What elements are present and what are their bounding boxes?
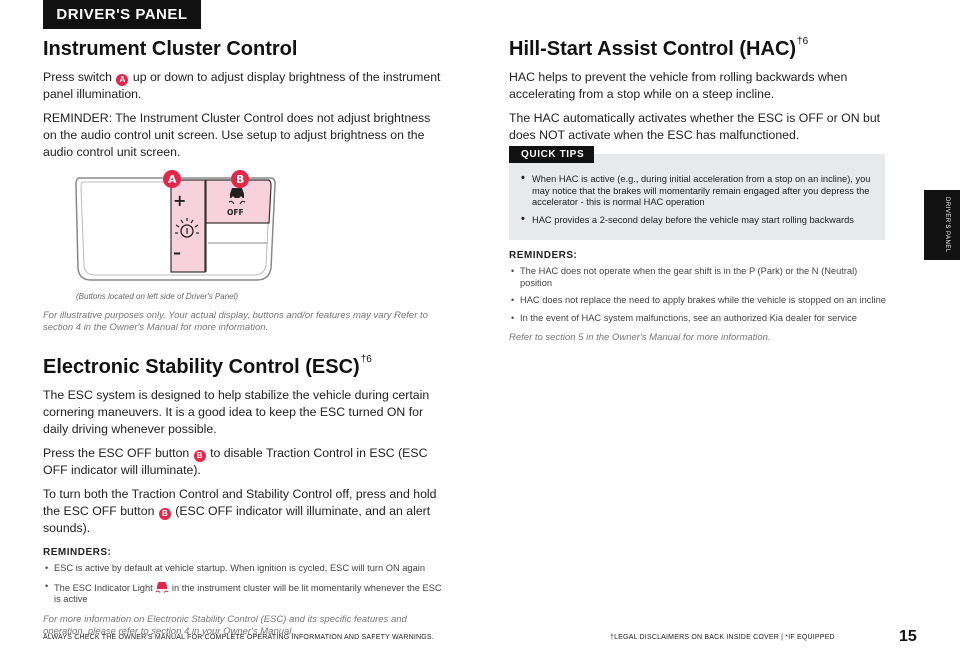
footer-warning: ALWAYS CHECK THE OWNER'S MANUAL FOR COMPLETE OPERATING INFORMATION AND SAFETY WARNINGS.: [43, 634, 434, 641]
section-tab: DRIVER'S PANEL: [43, 0, 201, 29]
hac-paragraph-1: HAC helps to prevent the vehicle from rolling backwards when accelerating from a stop while on a steep incline.: [509, 70, 848, 101]
esc-off-label: OFF: [227, 208, 244, 217]
footer-disclaimer: †LEGAL DISCLAIMERS ON BACK INSIDE COVER | *IF EQUIPPED: [610, 634, 835, 641]
esc-paragraph-2: Press the ESC OFF button B to disable Traction Control in ESC (ESC OFF indicator will illuminate).: [43, 446, 428, 477]
side-section-tab[interactable]: DRIVER'S PANEL: [924, 190, 960, 260]
esc-note: For more information on Electronic Stability Control (ESC) and its specific features and operation, please refer to section 4 in your Owner's Manual.: [43, 613, 407, 637]
hac-reminders-title: REMINDERS:: [509, 250, 578, 261]
list-item: • In the event of HAC system malfunctions, see an authorized Kia dealer for service: [509, 313, 889, 325]
page-number: 15: [899, 628, 917, 645]
list-item: • HAC does not replace the need to apply brakes while the vehicle is stopped on an incline: [509, 295, 889, 307]
badge-b: B: [159, 508, 171, 520]
quick-tips-label: QUICK TIPS: [509, 146, 594, 163]
right-column: [509, 38, 889, 344]
list-item: • HAC provides a 2-second delay before the vehicle may start rolling backwards: [521, 215, 875, 227]
label-b-text: B: [236, 173, 245, 186]
esc-title: Electronic Stability Control (ESC)$^{\dagger 6}$: [43, 354, 372, 378]
hac-paragraph-2: The HAC automatically activates whether the ESC is OFF or ON but does NOT activate when the ESC has malfunctioned.: [509, 111, 881, 142]
list-item: • When HAC is active (e.g., during initial acceleration from a stop on an incline), you may notice that the brakes will momentarily remain engaged after you depress the accelerator - this is normal HAC operation: [521, 174, 875, 209]
plus-glyph: +: [173, 191, 187, 210]
instrument-title: Instrument Cluster Control: [43, 38, 298, 60]
instrument-paragraph-2: REMINDER: The Instrument Cluster Control does not adjust brightness on the audio control unit screen. Use setup to adjust brightness on the audio control unit screen.: [43, 111, 431, 159]
list-item: • The HAC does not operate when the gear shift is in the P (Park) or the N (Neutral) position: [509, 266, 889, 289]
esc-paragraph-1: The ESC system is designed to help stabilize the vehicle during certain cornering maneuvers. It is a good idea to keep the ESC turned ON for daily driving whenever possible.: [43, 388, 430, 436]
switch-illustration: [43, 168, 443, 308]
esc-paragraph-3: To turn both the Traction Control and Stability Control off, press and hold the ESC OFF button B (ESC OFF indicator will illuminate, and an alert sounds).: [43, 487, 437, 535]
esc-reminders-title: REMINDERS:: [43, 547, 112, 558]
hac-title: Hill-Start Assist Control (HAC)$^{\dagger 6}$: [509, 36, 809, 60]
illustration-caption: (Buttons located on left side of Driver's Panel): [76, 292, 239, 301]
left-column: [43, 38, 443, 638]
badge-b: B: [194, 450, 206, 462]
label-a-text: A: [168, 173, 177, 186]
hac-reminders-list: [509, 266, 889, 324]
badge-a: A: [116, 74, 128, 86]
esc-reminders-list: [43, 563, 443, 606]
list-item: • ESC is active by default at vehicle startup. When ignition is cycled, ESC will turn ON again: [43, 563, 443, 575]
minus-glyph: –: [173, 243, 181, 262]
esc-indicator-icon: [155, 581, 169, 593]
list-item: • The ESC Indicator Light in the instrument cluster will be lit momentarily whenever the ESC is active: [43, 581, 443, 606]
instrument-paragraph-1: Press switch A up or down to adjust display brightness of the instrument panel illumination.: [43, 70, 441, 101]
instrument-note: For illustrative purposes only. Your actual display, buttons and/or features may vary Refer to section 4 in the Owner's Manual for more information.: [43, 310, 428, 333]
quick-tips-box: [509, 149, 885, 240]
hac-note: Refer to section 5 in the Owner's Manual for more information.: [509, 332, 771, 343]
